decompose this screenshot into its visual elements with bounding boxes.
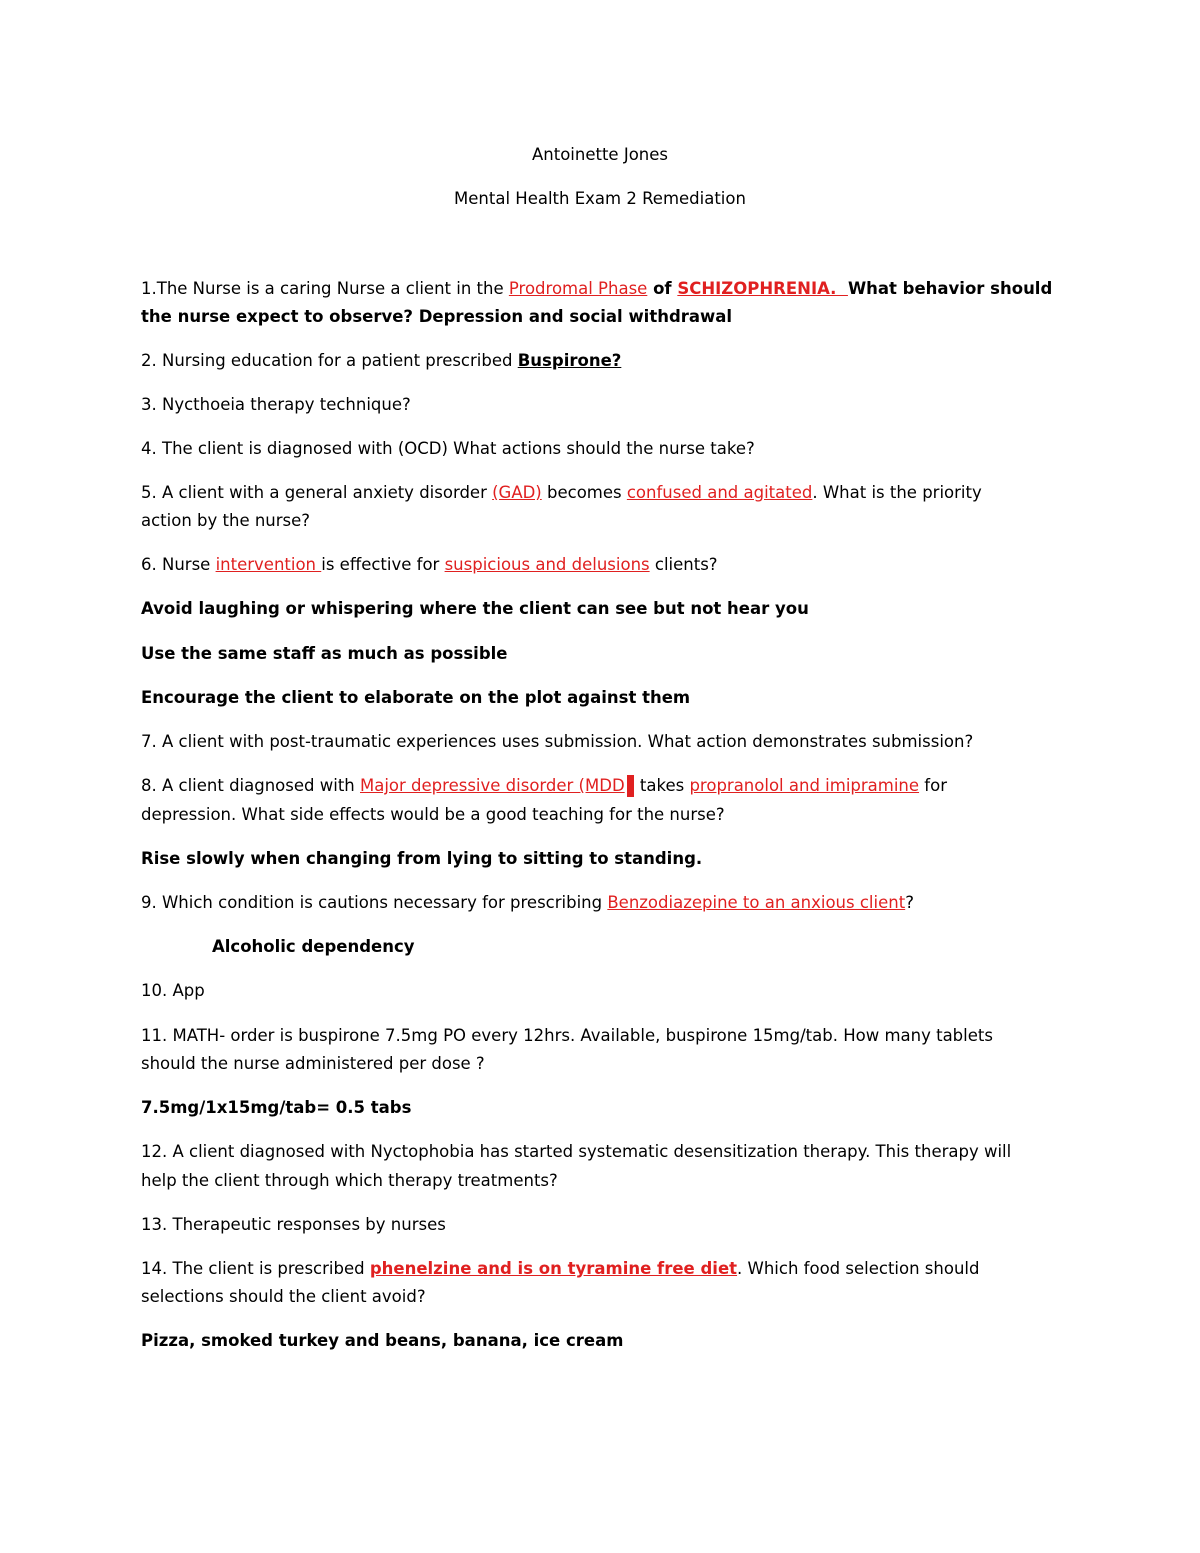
q14-text: 14. The client is prescribed <box>141 1259 370 1278</box>
q1-highlight-disorder: SCHIZOPHRENIA. <box>677 279 848 298</box>
question-4: 4. The client is diagnosed with (OCD) What actions should the nurse take? <box>141 439 755 458</box>
question-8 <box>141 775 1101 797</box>
text-cursor-marker <box>627 775 634 797</box>
q14-answer: Pizza, smoked turkey and beans, banana, ice cream <box>141 1331 624 1350</box>
question-12: 12. A client diagnosed with Nyctophobia has started systematic desensitization therapy. This therapy will <box>141 1142 1012 1161</box>
q8-highlight-drugs: propranolol and imipramine <box>689 776 920 795</box>
question-5-line-2: action by the nurse? <box>141 511 311 530</box>
q8-for: for <box>919 776 947 795</box>
q11-answer: 7.5mg/1x15mg/tab= 0.5 tabs <box>141 1098 412 1117</box>
question-6 <box>141 554 1101 576</box>
question-8-line-2: depression. What side effects would be a good teaching for the nurse? <box>141 805 725 824</box>
question-11: 11. MATH- order is buspirone 7.5mg PO every 12hrs. Available, buspirone 15mg/tab. How many tablets <box>141 1026 993 1045</box>
document-title: Mental Health Exam 2 Remediation <box>454 189 746 208</box>
q6-highlight-intervention: intervention <box>215 555 322 574</box>
q8-answer: Rise slowly when changing from lying to sitting to standing. <box>141 849 703 868</box>
q6-question: clients? <box>649 555 718 574</box>
q5-highlight-symptoms: confused and agitated <box>626 483 813 502</box>
q8-text: 8. A client diagnosed with <box>141 776 360 795</box>
q14-highlight: phenelzine and is on tyramine free diet <box>369 1259 738 1278</box>
q9-answer: Alcoholic dependency <box>212 937 415 956</box>
q9-text: 9. Which condition is cautions necessary for prescribing <box>141 893 608 912</box>
q2-highlight: Buspirone? <box>517 351 622 370</box>
question-12-line-2: help the client through which therapy treatments? <box>141 1171 558 1190</box>
q1-highlight-phase: Prodromal Phase <box>508 279 648 298</box>
author-name: Antoinette Jones <box>531 145 668 164</box>
question-10: 10. App <box>141 981 205 1000</box>
question-2 <box>141 350 1101 372</box>
q1-of: of <box>647 279 678 298</box>
question-14-line-2: selections should the client avoid? <box>141 1287 426 1306</box>
q2-text: 2. Nursing education for a patient prescribed <box>141 351 518 370</box>
q8-highlight-disorder: Major depressive disorder (MDD <box>360 776 625 795</box>
q9-highlight: Benzodiazepine to an anxious client <box>607 893 906 912</box>
question-9 <box>141 892 1101 914</box>
question-11-line-2: should the nurse administered per dose ? <box>141 1054 485 1073</box>
question-7: 7. A client with post-traumatic experiences uses submission. What action demonstrates submission? <box>141 732 974 751</box>
q6-effective: is effective for <box>321 555 445 574</box>
question-14 <box>141 1258 1101 1280</box>
question-3: 3. Nycthoeia therapy technique? <box>141 395 411 414</box>
q5-becomes: becomes <box>541 483 627 502</box>
q8-takes: takes <box>634 776 690 795</box>
question-1 <box>141 278 1101 300</box>
q1-text: 1.The Nurse is a caring Nurse a client in the <box>141 279 509 298</box>
q6-answer-3: Encourage the client to elaborate on the plot against them <box>141 688 691 707</box>
q6-text: 6. Nurse <box>141 555 216 574</box>
q14-question: . Which food selection should <box>737 1259 980 1278</box>
q5-highlight-gad: (GAD) <box>492 483 542 502</box>
question-13: 13. Therapeutic responses by nurses <box>141 1215 446 1234</box>
q5-question: . What is the priority <box>812 483 982 502</box>
q6-answer-2: Use the same staff as much as possible <box>141 644 508 663</box>
q6-answer-1: Avoid laughing or whispering where the client can see but not hear you <box>141 599 809 618</box>
question-1-line-2: the nurse expect to observe? Depression and social withdrawal <box>141 307 733 326</box>
q5-text: 5. A client with a general anxiety disorder <box>141 483 493 502</box>
q6-highlight-clients: suspicious and delusions <box>444 555 650 574</box>
q1-question: What behavior should <box>847 279 1053 298</box>
question-5 <box>141 482 1101 504</box>
q9-question-mark: ? <box>905 893 914 912</box>
